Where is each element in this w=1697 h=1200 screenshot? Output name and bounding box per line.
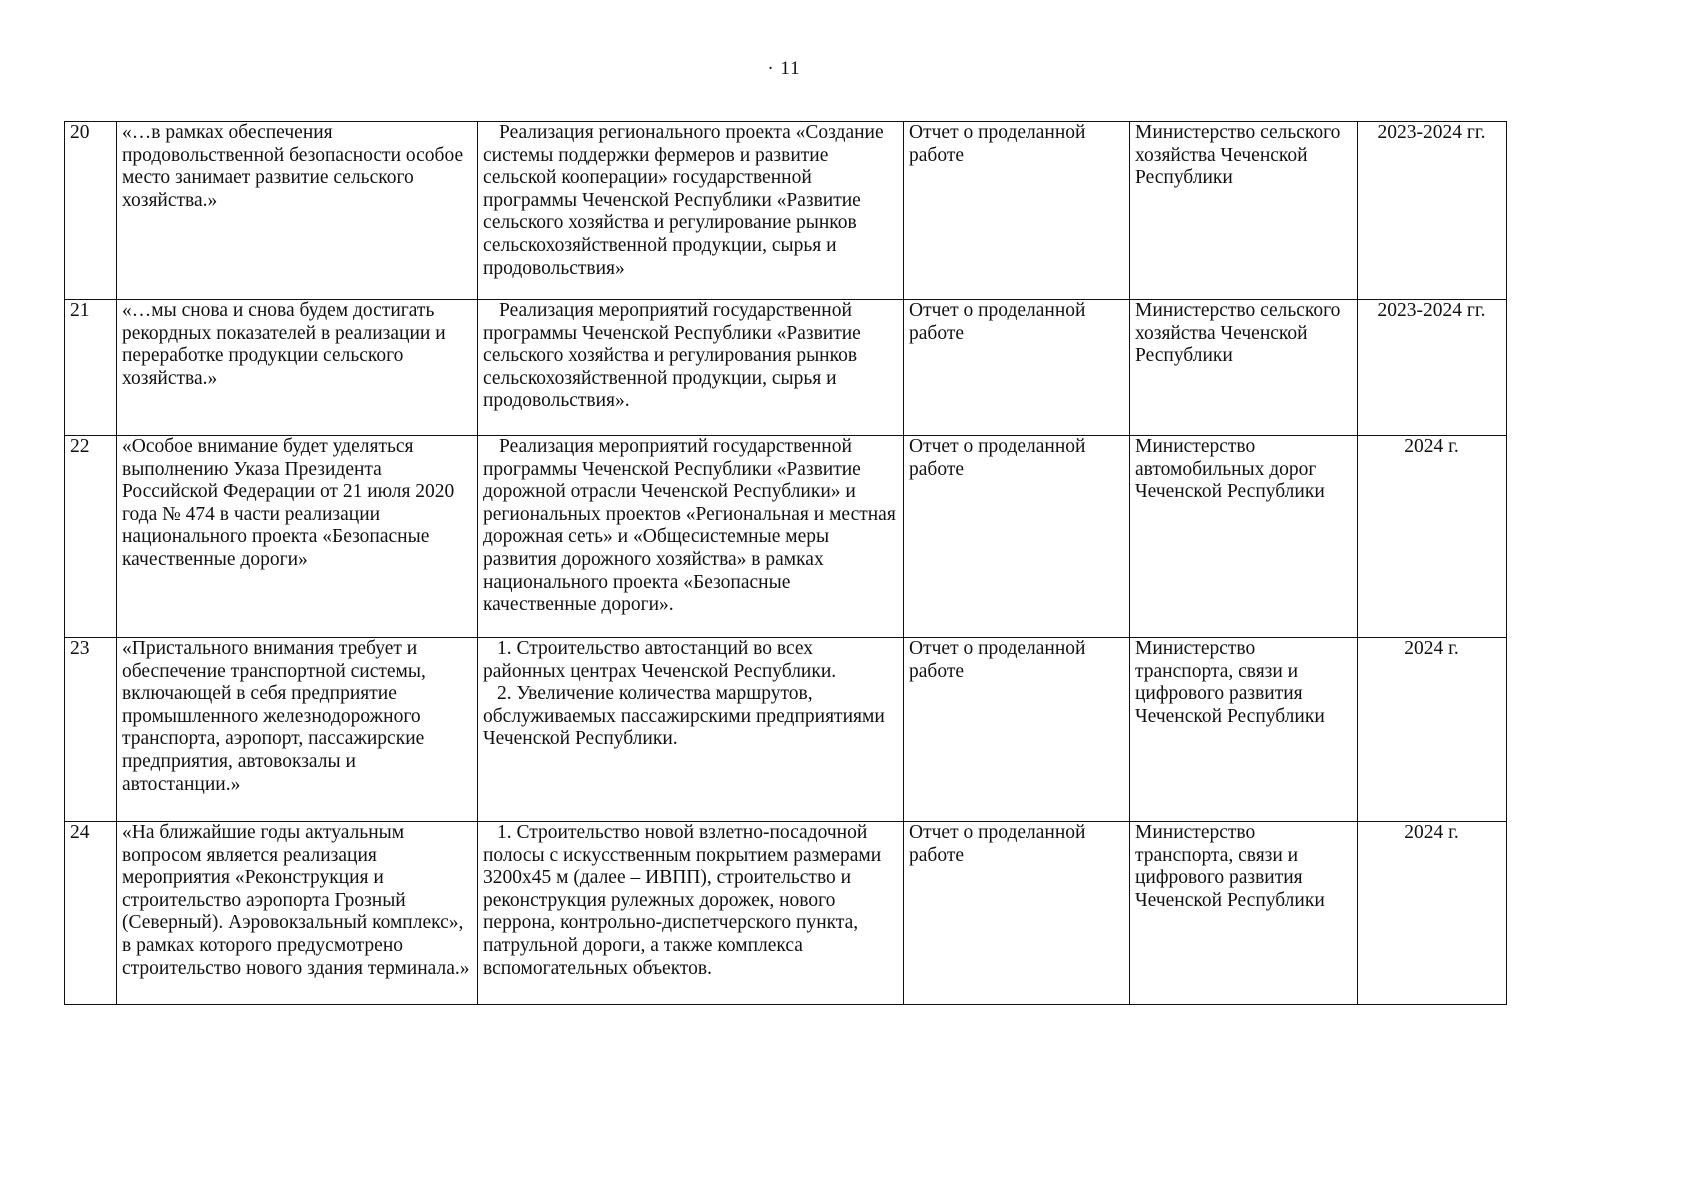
measures-cell bbox=[478, 300, 904, 436]
term-cell: 2024 г. bbox=[1358, 436, 1507, 638]
term-cell: 2023-2024 гг. bbox=[1358, 300, 1507, 436]
quote-cell: «…в рамках обеспечения продовольственной безопасности особое место занимает развитие сельского хозяйства.» bbox=[117, 122, 478, 300]
table-row bbox=[65, 822, 1507, 1005]
report-form-cell: Отчет о проделанной работе bbox=[904, 436, 1130, 638]
term-cell: 2024 г. bbox=[1358, 822, 1507, 1005]
quote-cell: «На ближайшие годы актуальным вопросом является реализация мероприятия «Реконструкция и строительство аэропорта Грозный (Северный). Аэровокзальный комплекс», в рамках которого предусмотрено строительство нового здания терминала.» bbox=[117, 822, 478, 1005]
executor-cell: Министерство сельского хозяйства Чеченской Республики bbox=[1130, 300, 1358, 436]
action-plan-table bbox=[64, 121, 1507, 1005]
row-number: 21 bbox=[65, 300, 117, 436]
measures-cell bbox=[478, 436, 904, 638]
report-form-cell: Отчет о проделанной работе bbox=[904, 300, 1130, 436]
executor-cell: Министерство транспорта, связи и цифрового развития Чеченской Республики bbox=[1130, 638, 1358, 822]
measure-item: 2. Увеличение количества маршрутов, обслуживаемых пассажирскими предприятиями Чеченской Республики. bbox=[483, 683, 885, 750]
page-number: · 11 bbox=[767, 58, 801, 79]
report-form-cell: Отчет о проделанной работе bbox=[904, 122, 1130, 300]
quote-cell: «Особое внимание будет уделяться выполнению Указа Президента Российской Федерации от 21 июля 2020 года № 474 в части реализации национального проекта «Безопасные качественные дороги» bbox=[117, 436, 478, 638]
term-cell: 2023-2024 гг. bbox=[1358, 122, 1507, 300]
row-number: 22 bbox=[65, 436, 117, 638]
table-row bbox=[65, 300, 1507, 436]
measure-item: 1. Строительство автостанций во всех районных центрах Чеченской Республики. bbox=[483, 638, 837, 682]
report-form-cell: Отчет о проделанной работе bbox=[904, 638, 1130, 822]
row-number: 23 bbox=[65, 638, 117, 822]
measure-paragraph: Реализация мероприятий государственной программы Чеченской Республики «Развитие сельского хозяйства и регулирования рынков сельскохозяйственной продукции, сырья и продовольствия». bbox=[483, 300, 861, 412]
measure-paragraph: Реализация мероприятий государственной программы Чеченской Республики «Развитие дорожной отрасли Чеченской Республики» и региональных проектов «Региональная и местная дорожная сеть» и «Общесистемные меры развития дорожного хозяйства» в рамках национального проекта «Безопасные качественные дороги». bbox=[483, 436, 896, 616]
row-number: 20 bbox=[65, 122, 117, 300]
measures-cell bbox=[478, 122, 904, 300]
measure-item: 1. Строительство новой взлетно-посадочной полосы с искусственным покрытием размерами 3200х45 м (далее – ИВПП), строительство и реконструкция рулежных дорожек, нового перрона, контрольно-диспетчерского пункта, патрульной дороги, а также комплекса вспомогательных объектов. bbox=[483, 822, 882, 979]
measures-cell bbox=[478, 638, 904, 822]
executor-cell: Министерство транспорта, связи и цифрового развития Чеченской Республики bbox=[1130, 822, 1358, 1005]
table-row bbox=[65, 638, 1507, 822]
quote-cell: «Пристального внимания требует и обеспечение транспортной системы, включающей в себя предприятие промышленного железнодорожного транспорта, аэропорт, пассажирские предприятия, автовокзалы и автостанции.» bbox=[117, 638, 478, 822]
row-number: 24 bbox=[65, 822, 117, 1005]
term-cell: 2024 г. bbox=[1358, 638, 1507, 822]
measure-paragraph: Реализация регионального проекта «Создание системы поддержки фермеров и развитие сельской кооперации» государственной программы Чеченской Республики «Развитие сельского хозяйства и регулирование рынков сельскохозяйственной продукции, сырья и продовольствия» bbox=[483, 122, 884, 279]
quote-cell: «…мы снова и снова будем достигать рекордных показателей в реализации и переработке продукции сельского хозяйства.» bbox=[117, 300, 478, 436]
report-form-cell: Отчет о проделанной работе bbox=[904, 822, 1130, 1005]
table-row bbox=[65, 436, 1507, 638]
measures-cell bbox=[478, 822, 904, 1005]
executor-cell: Министерство сельского хозяйства Чеченской Республики bbox=[1130, 122, 1358, 300]
table-row bbox=[65, 122, 1507, 300]
executor-cell: Министерство автомобильных дорог Чеченской Республики bbox=[1130, 436, 1358, 638]
